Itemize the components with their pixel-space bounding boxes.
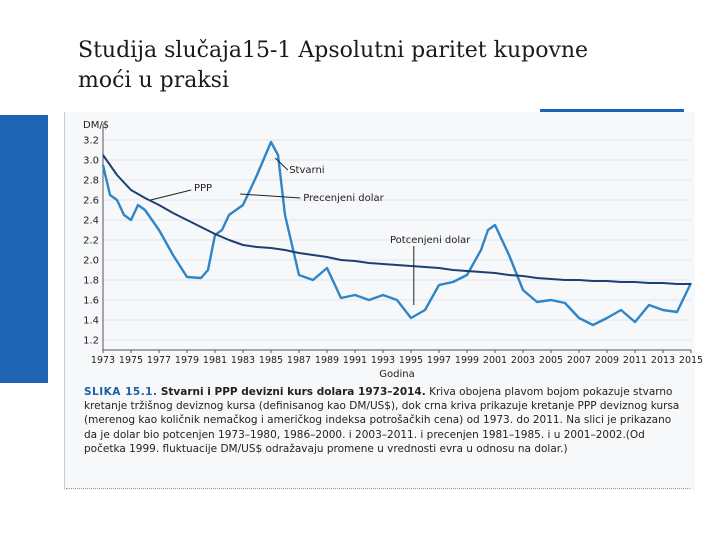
y-tick-label: 2.0 xyxy=(83,255,99,267)
y-tick-label: 1.6 xyxy=(83,295,99,307)
chart-series xyxy=(103,142,691,325)
x-tick-label: 2001 xyxy=(482,355,508,366)
y-tick-label: 2.6 xyxy=(83,195,99,207)
y-axis xyxy=(83,124,103,350)
y-tick-label: 1.2 xyxy=(83,335,99,347)
x-tick-label: 2015 xyxy=(678,355,704,366)
caption-label: SLIKA 15.1. xyxy=(84,386,158,398)
x-tick-label: 1983 xyxy=(230,355,256,366)
x-tick-label: 1989 xyxy=(314,355,340,366)
x-tick-label: 2005 xyxy=(538,355,564,366)
y-tick-label: 1.4 xyxy=(83,315,99,327)
y-tick-label: 2.8 xyxy=(83,175,99,187)
left-accent-bar xyxy=(0,115,48,383)
annotation-arrow xyxy=(240,194,300,198)
y-tick-label: 3.2 xyxy=(83,135,99,147)
annotation-label: Potcenjeni dolar xyxy=(390,235,471,246)
annotation-label: PPP xyxy=(194,183,213,194)
caption-body: Kriva obojena plavom bojom pokazuje stvarno kretanje tržišnog deviznog kursa (definisanog kao DM/US$), dok crna kriva prikazuje kretanje PPP deviznog kursa (merenog kao količnik nemačkog i američkog indeksa potrošačkih cena) od 1973. do 2011. Na slici je prikazano da je dolar bio potcenjen 1973–1980, 1986–2000. i 2003–2011. i precenjen 1981–1985. i u 2001–2002.(Od početka 1999. fluktuacije DM/US$ odražavaju promene u vrednosti evra u odnosu na dolar.) xyxy=(84,386,680,455)
annotation-label: Stvarni xyxy=(289,165,325,176)
x-tick-label: 2013 xyxy=(650,355,676,366)
x-tick-label: 2011 xyxy=(622,355,648,366)
x-tick-label: 1987 xyxy=(286,355,312,366)
slide-title-line-2: moći u praksi xyxy=(78,68,229,93)
y-tick-label: 2.2 xyxy=(83,235,99,247)
annotation-arrow xyxy=(151,190,192,200)
x-axis-label: Godina xyxy=(379,369,415,380)
x-tick-label: 1991 xyxy=(342,355,368,366)
x-tick-label: 1981 xyxy=(202,355,228,366)
slide-title-line-1: Studija slučaja15-1 Apsolutni paritet kupovne xyxy=(78,38,589,63)
x-tick-label: 1997 xyxy=(426,355,452,366)
x-tick-label: 1985 xyxy=(258,355,284,366)
x-tick-label: 1979 xyxy=(174,355,200,366)
x-tick-label: 1973 xyxy=(90,355,116,366)
y-tick-label: 3.0 xyxy=(83,155,99,167)
y-axis-label: DM/$ xyxy=(83,120,110,131)
x-tick-label: 2003 xyxy=(510,355,536,366)
exchange-rate-chart xyxy=(65,112,704,382)
x-tick-label: 1993 xyxy=(370,355,396,366)
x-tick-label: 1975 xyxy=(118,355,144,366)
slide-title xyxy=(78,36,698,96)
caption-title: Stvarni i PPP devizni kurs dolara 1973–2014. xyxy=(160,386,426,398)
x-axis xyxy=(91,350,703,366)
x-tick-label: 1995 xyxy=(398,355,424,366)
annotation-label: Precenjeni dolar xyxy=(303,193,384,204)
y-tick-label: 2.4 xyxy=(83,215,99,227)
y-tick-label: 1.8 xyxy=(83,275,99,287)
x-tick-label: 1977 xyxy=(146,355,172,366)
series-line-stvarni xyxy=(103,142,691,325)
x-tick-label: 2009 xyxy=(594,355,620,366)
x-tick-label: 2007 xyxy=(566,355,592,366)
x-tick-label: 1999 xyxy=(454,355,480,366)
figure-caption xyxy=(84,385,684,456)
caption-divider xyxy=(66,488,690,489)
